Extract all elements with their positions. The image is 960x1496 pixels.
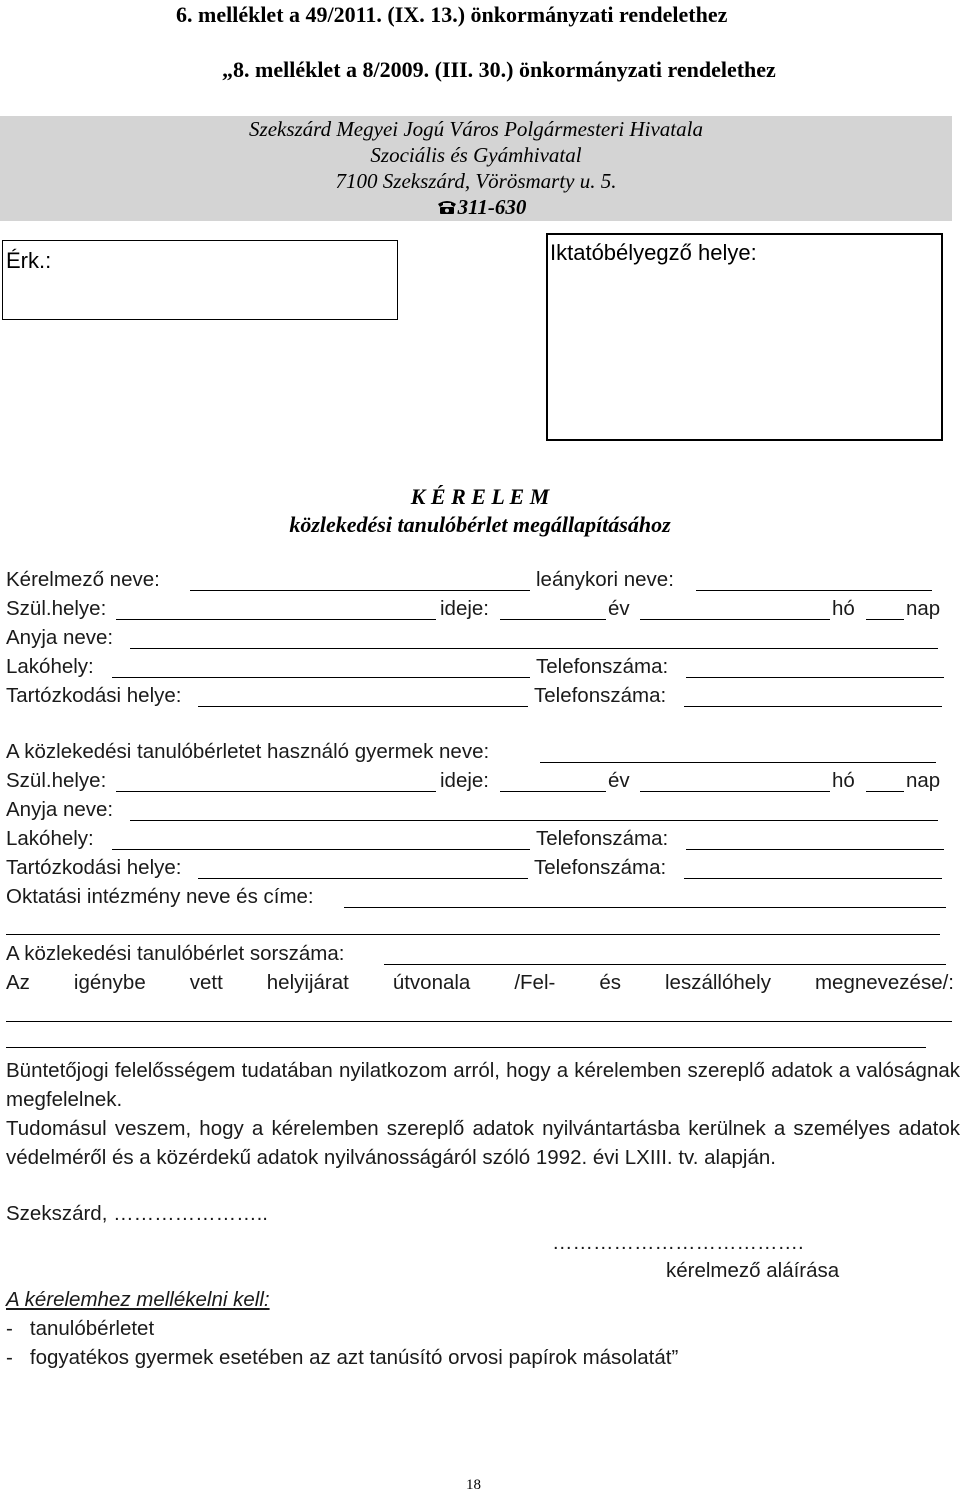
child-name-label: A közlekedési tanulóbérletet használó gyermek neve: (6, 740, 490, 763)
applicant-mother-field[interactable] (130, 648, 938, 649)
header-line-2: „8. melléklet a 8/2009. (III. 30.) önkormányzati rendelethez (222, 57, 776, 82)
attachments-heading: A kérelemhez mellékelni kell: (6, 1288, 270, 1311)
applicant-birthplace-field[interactable] (116, 619, 436, 620)
child-day-label: nap (906, 769, 941, 792)
applicant-birthplace-label: Szül.helye: (6, 597, 107, 620)
attachment-item: - tanulóbérletet (6, 1317, 155, 1340)
route-field-line-1[interactable] (6, 1021, 952, 1022)
office-block (0, 116, 952, 220)
applicant-birthdate-label: ideje: (440, 597, 490, 620)
office-dept: Szociális és Gyámhivatal (370, 143, 582, 167)
applicant-mother-label: Anyja neve: (6, 626, 114, 649)
child-day-field[interactable] (866, 791, 904, 792)
child-phone-label: Telefonszáma: (536, 827, 669, 850)
applicant-year-field[interactable] (500, 619, 606, 620)
applicant-stay-field[interactable] (198, 706, 528, 707)
form-subtitle: közlekedési tanulóbérlet megállapításához (289, 512, 671, 537)
child-stay-field[interactable] (198, 878, 528, 879)
child-birthplace-label: Szül.helye: (6, 769, 107, 792)
place-date: Szekszárd, ………………….. (6, 1202, 268, 1225)
applicant-year-label: év (608, 597, 630, 620)
applicant-name-label: Kérelmező neve: (6, 568, 160, 591)
applicant-day-label: nap (906, 597, 941, 620)
child-birthdate-label: ideje: (440, 769, 490, 792)
applicant-maiden-field[interactable] (696, 590, 932, 591)
child-year-field[interactable] (500, 791, 606, 792)
applicant-month-label: hó (832, 597, 855, 620)
applicant-phone2-field[interactable] (684, 706, 942, 707)
child-month-label: hó (832, 769, 855, 792)
child-mother-label: Anyja neve: (6, 798, 114, 821)
school-field[interactable] (344, 907, 946, 908)
route-field-line-2[interactable] (6, 1047, 926, 1048)
applicant-stay-label: Tartózkodási helye: (6, 684, 182, 707)
school-field-line-2[interactable] (6, 934, 940, 935)
form-title: K É R E L E M (410, 484, 550, 509)
route-label: Az igénybe vett helyijárat útvonala /Fel- és leszállóhely megnevezése/: (6, 971, 954, 994)
received-box[interactable] (2, 240, 398, 320)
statement-data-protection: Tudomásul veszem, hogy a kérelemben szereplő adatok nyilvántartásba kerülnek a személyes adatok védelméről és a közérdekű adatok nyilvánosságáról szóló 1992. évi LXIII. tv. alapján. (6, 1117, 960, 1169)
school-label: Oktatási intézmény neve és címe: (6, 885, 314, 908)
office-name: Szekszárd Megyei Jogú Város Polgármesteri Hivatala (249, 117, 703, 141)
child-stay-label: Tartózkodási helye: (6, 856, 182, 879)
attachment-item: - fogyatékos gyermek esetében az azt tanúsító orvosi papírok másolatát” (6, 1346, 679, 1369)
signature-line[interactable]: ………………………………. (552, 1231, 804, 1254)
page-number: 18 (466, 1477, 481, 1493)
applicant-phone-field[interactable] (686, 677, 944, 678)
child-phone2-label: Telefonszáma: (534, 856, 667, 879)
child-name-field[interactable] (540, 762, 936, 763)
applicant-maiden-label: leánykori neve: (536, 568, 674, 591)
office-phone: 311-630 (457, 195, 527, 219)
child-phone-field[interactable] (686, 849, 944, 850)
pass-number-field[interactable] (384, 964, 946, 965)
header-line-1: 6. melléklet a 49/2011. (IX. 13.) önkormányzati rendelethez (176, 2, 728, 27)
office-phone-line (10, 194, 952, 220)
statement-liability: Büntetőjogi felelősségem tudatában nyilatkozom arról, hogy a kérelemben szereplő adatok a valóságnak megfelelnek. (6, 1059, 960, 1111)
telephone-icon (436, 195, 458, 211)
applicant-residence-label: Lakóhely: (6, 655, 94, 678)
child-residence-label: Lakóhely: (6, 827, 94, 850)
office-address: 7100 Szekszárd, Vörösmarty u. 5. (335, 169, 617, 193)
child-birthplace-field[interactable] (116, 791, 436, 792)
applicant-month-field[interactable] (640, 619, 830, 620)
applicant-name-field[interactable] (190, 590, 530, 591)
child-phone2-field[interactable] (684, 878, 942, 879)
signature-label: kérelmező aláírása (666, 1259, 840, 1282)
applicant-phone-label: Telefonszáma: (536, 655, 669, 678)
applicant-residence-field[interactable] (112, 677, 530, 678)
received-label: Érk.: (6, 248, 52, 273)
pass-number-label: A közlekedési tanulóbérlet sorszáma: (6, 942, 345, 965)
applicant-phone2-label: Telefonszáma: (534, 684, 667, 707)
child-year-label: év (608, 769, 630, 792)
child-mother-field[interactable] (130, 820, 938, 821)
applicant-day-field[interactable] (866, 619, 904, 620)
child-residence-field[interactable] (112, 849, 530, 850)
child-month-field[interactable] (640, 791, 830, 792)
stamp-label: Iktatóbélyegző helye: (550, 240, 757, 265)
